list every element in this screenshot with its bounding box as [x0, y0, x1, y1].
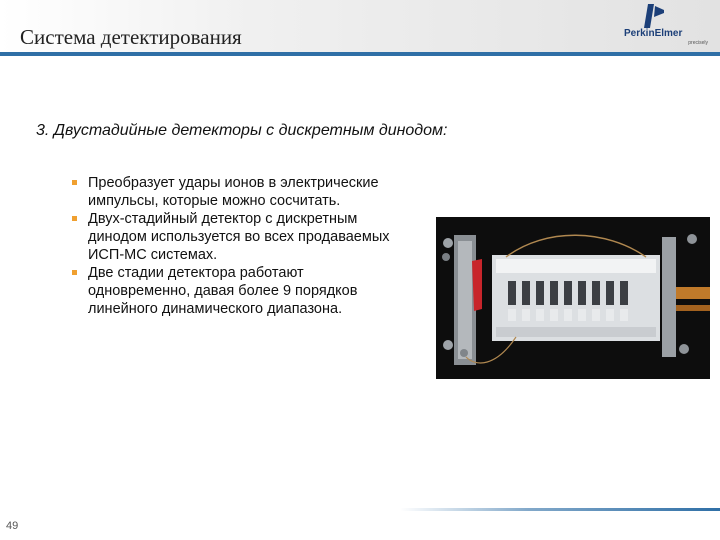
bullet-square-icon — [72, 216, 77, 221]
perkinelmer-logo — [624, 4, 708, 48]
logo-mark-icon — [642, 4, 668, 28]
logo-name: PerkinElmer — [624, 28, 683, 39]
logo-tagline: precisely — [688, 40, 708, 46]
bullet-square-icon — [72, 180, 77, 185]
detector-photo — [436, 217, 710, 379]
bullet-text: Двух-стадийный детектор с дискретным динодом используется во всех продаваемых ИСП-МС системах. — [88, 211, 390, 263]
page-number: 49 — [6, 520, 19, 532]
bullet-list — [72, 174, 402, 318]
bullet-item — [72, 264, 402, 318]
section-subtitle: 3. Двустадийные детекторы с дискретным динодом: — [36, 122, 448, 139]
footer-rule — [400, 508, 720, 511]
bullet-text: Две стадии детектора работают одновременно, давая более 9 порядков линейного динамического диапазона. — [88, 265, 358, 317]
slide-title: Система детектирования — [20, 25, 242, 49]
bullet-square-icon — [72, 270, 77, 275]
bullet-text: Преобразует удары ионов в электрические импульсы, которые можно сосчитать. — [88, 175, 379, 209]
header-rule — [0, 52, 720, 56]
slide-header — [0, 0, 720, 52]
bullet-item — [72, 210, 402, 264]
bullet-item — [72, 174, 402, 210]
